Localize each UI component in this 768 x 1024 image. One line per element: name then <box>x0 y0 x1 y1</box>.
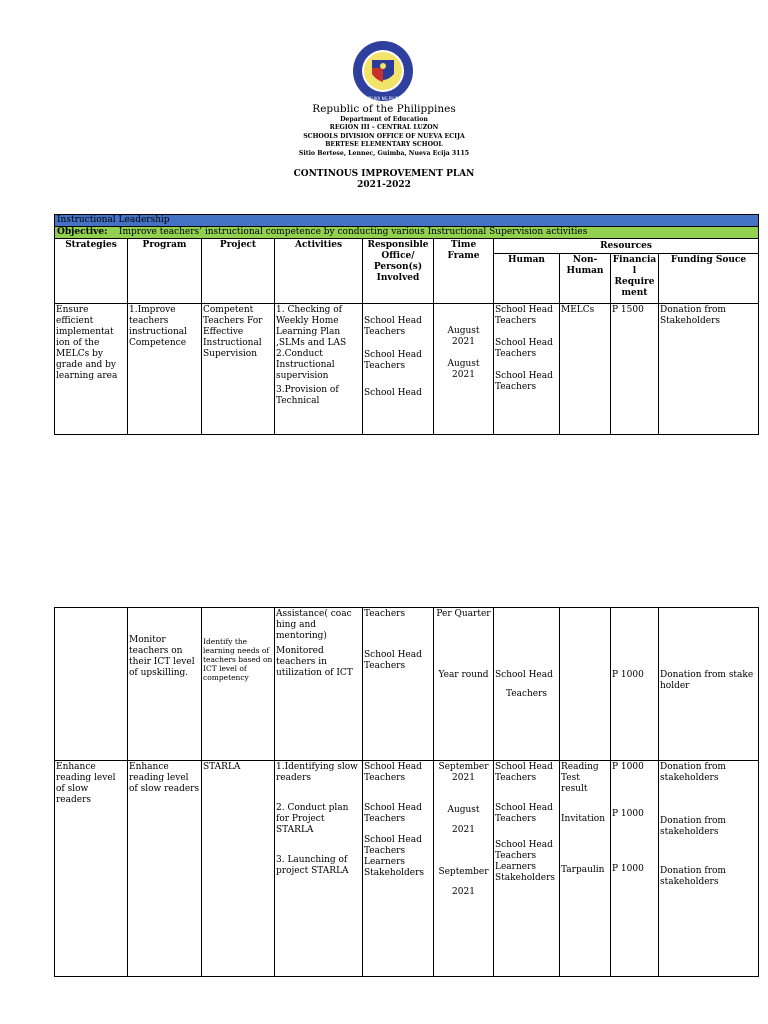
cell-time-3 <box>434 761 494 977</box>
financial-3-3: P 1000 <box>612 864 644 874</box>
address-line: Sitio Bertese, Lennec, Guimba, Nueva Ecija 3115 <box>298 149 470 157</box>
cell-financial-2 <box>611 608 659 761</box>
activity-2: 2.Conduct Instructional supervision <box>276 349 335 381</box>
cell-project-2 <box>202 608 275 761</box>
time-2: August 2021 <box>447 359 480 380</box>
responsible-2-2: School Head Teachers <box>364 650 422 671</box>
cell-time-2 <box>434 608 494 761</box>
cell-project: Competent Teachers For Effective Instructional Supervision <box>202 304 275 435</box>
col-resources: Resources <box>494 239 759 254</box>
project-2: Identify the learning needs of teachers based on ICT level of competency <box>203 637 273 682</box>
human-2-2: Teachers <box>505 689 548 699</box>
responsible-1: School Head Teachers <box>364 316 422 337</box>
financial-3-1: P 1000 <box>612 762 644 772</box>
cell-activities-2 <box>275 608 363 761</box>
time-3-1: September 2021 <box>438 762 489 783</box>
plan-title-line1: CONTINOUS IMPROVEMENT PLAN <box>293 169 475 179</box>
objective-label: Objective: <box>57 227 108 237</box>
cell-non-human-3 <box>560 761 611 977</box>
time-3-3: September 2021 <box>438 867 489 897</box>
col-responsible: Responsible Office/ Person(s) Involved <box>363 239 434 304</box>
cell-funding: Donation from Stakeholders <box>659 304 759 435</box>
activity-3-3: 3. Launching of project STARLA <box>276 855 349 876</box>
col-non-human: Non-Human <box>560 254 611 304</box>
cell-activities-3 <box>275 761 363 977</box>
funding-3-2: Donation from stakeholders <box>660 816 726 837</box>
responsible-2-1: Teachers <box>364 609 406 619</box>
cell-strategy: Ensure efficient implementat ion of the MELCs by grade and by learning area <box>55 304 128 435</box>
region-line: REGION III – CENTRAL LUZON <box>329 124 439 132</box>
responsible-3-1: School Head Teachers <box>364 762 422 783</box>
activity-3: 3.Provision of Technical <box>276 385 339 406</box>
cell-funding-2 <box>659 608 759 761</box>
financial-3-2: P 1000 <box>612 809 644 819</box>
cell-responsible <box>363 304 434 435</box>
funding-3-3: Donation from stakeholders <box>660 866 726 887</box>
activity-1: 1. Checking of Weekly Home Learning Plan ,SLMs and LAS <box>276 305 347 348</box>
cell-human <box>494 304 560 435</box>
col-strategies: Strategies <box>55 239 128 304</box>
funding-3-1: Donation from stakeholders <box>660 762 726 783</box>
non-human-3-1: Reading Test result <box>561 762 599 794</box>
cell-human-3 <box>494 761 560 977</box>
responsible-3-2: School Head Teachers <box>364 803 422 824</box>
cell-program-3: Enhance reading level of slow readers <box>128 761 202 977</box>
plan-table-page1 <box>54 214 759 435</box>
section-title: Instructional Leadership <box>55 215 759 227</box>
non-human-3-3: Tarpaulin <box>561 865 605 875</box>
human-3-3: School Head Teachers Learners Stakeholders <box>495 840 556 883</box>
col-financial: Financia l Require ment <box>611 254 659 304</box>
time-3-2: August 2021 <box>447 805 480 835</box>
funding-2: Donation from stake holder <box>660 670 754 691</box>
activity-3-1: 1.Identifying slow readers <box>276 762 358 783</box>
division-line: SCHOOLS DIVISION OFFICE OF NUEVA ECIJA <box>303 132 465 140</box>
col-project: Project <box>202 239 275 304</box>
col-time-frame: Time Frame <box>434 239 494 304</box>
responsible-3-3: School Head Teachers Learners Stakeholders <box>364 835 425 878</box>
non-human-3-2: Invitation <box>561 814 606 824</box>
department-line: Department of Education <box>340 116 428 123</box>
cell-time-frame <box>434 304 494 435</box>
human-2-1: School Head <box>495 670 553 680</box>
responsible-3: School Head <box>364 388 422 398</box>
human-1: School Head Teachers <box>495 305 553 326</box>
objective-row <box>55 227 759 239</box>
activity-2-2: Monitored teachers in utilization of ICT <box>276 646 353 678</box>
header-block <box>0 116 768 158</box>
deped-seal-icon <box>343 40 423 102</box>
col-activities: Activities <box>275 239 363 304</box>
plan-title-line2: 2021-2022 <box>357 180 411 190</box>
human-3-2: School Head Teachers <box>495 803 553 824</box>
time-2-2: Year round <box>438 670 489 680</box>
col-funding: Funding Souce <box>659 254 759 304</box>
human-2: School Head Teachers <box>495 338 553 359</box>
responsible-2: School Head Teachers <box>364 350 422 371</box>
cell-funding-3 <box>659 761 759 977</box>
col-program: Program <box>128 239 202 304</box>
program-2: Monitor teachers on their ICT level of upskilling. <box>129 635 195 678</box>
activity-3-2: 2. Conduct plan for Project STARLA <box>276 803 349 835</box>
cell-financial-3 <box>611 761 659 977</box>
cell-responsible-2 <box>363 608 434 761</box>
human-3: School Head Teachers <box>495 371 553 392</box>
cell-activities <box>275 304 363 435</box>
cell-program-2 <box>128 608 202 761</box>
country-line: Republic of the Philippines <box>312 103 456 115</box>
cell-strategy-3: Enhance reading level of slow readers <box>55 761 128 977</box>
cell-non-human-2 <box>560 608 611 761</box>
seal-text: REPUBLIKA NG PILIPINAS <box>358 96 408 101</box>
col-human: Human <box>494 254 560 304</box>
plan-title <box>0 169 768 191</box>
school-line: BERTESE ELEMENTARY SCHOOL <box>325 141 443 149</box>
cell-responsible-3 <box>363 761 434 977</box>
time-2-1: Per Quarter <box>436 609 491 619</box>
cell-human-2 <box>494 608 560 761</box>
time-1: August 2021 <box>447 326 480 347</box>
financial-2: P 1000 <box>612 670 644 680</box>
objective-text: Improve teachers’ instructional competence by conducting various Instructional Supervision activities <box>118 227 588 237</box>
plan-table-page2 <box>54 607 759 977</box>
cell-non-human: MELCs <box>560 304 611 435</box>
activity-2-1: Assistance( coac hing and mentoring) <box>276 609 352 641</box>
cell-financial: P 1500 <box>611 304 659 435</box>
cell-project-3: STARLA <box>202 761 275 977</box>
human-3-1: School Head Teachers <box>495 762 553 783</box>
cell-strategy-2 <box>55 608 128 761</box>
cell-program: 1.Improve teachers instructional Competence <box>128 304 202 435</box>
